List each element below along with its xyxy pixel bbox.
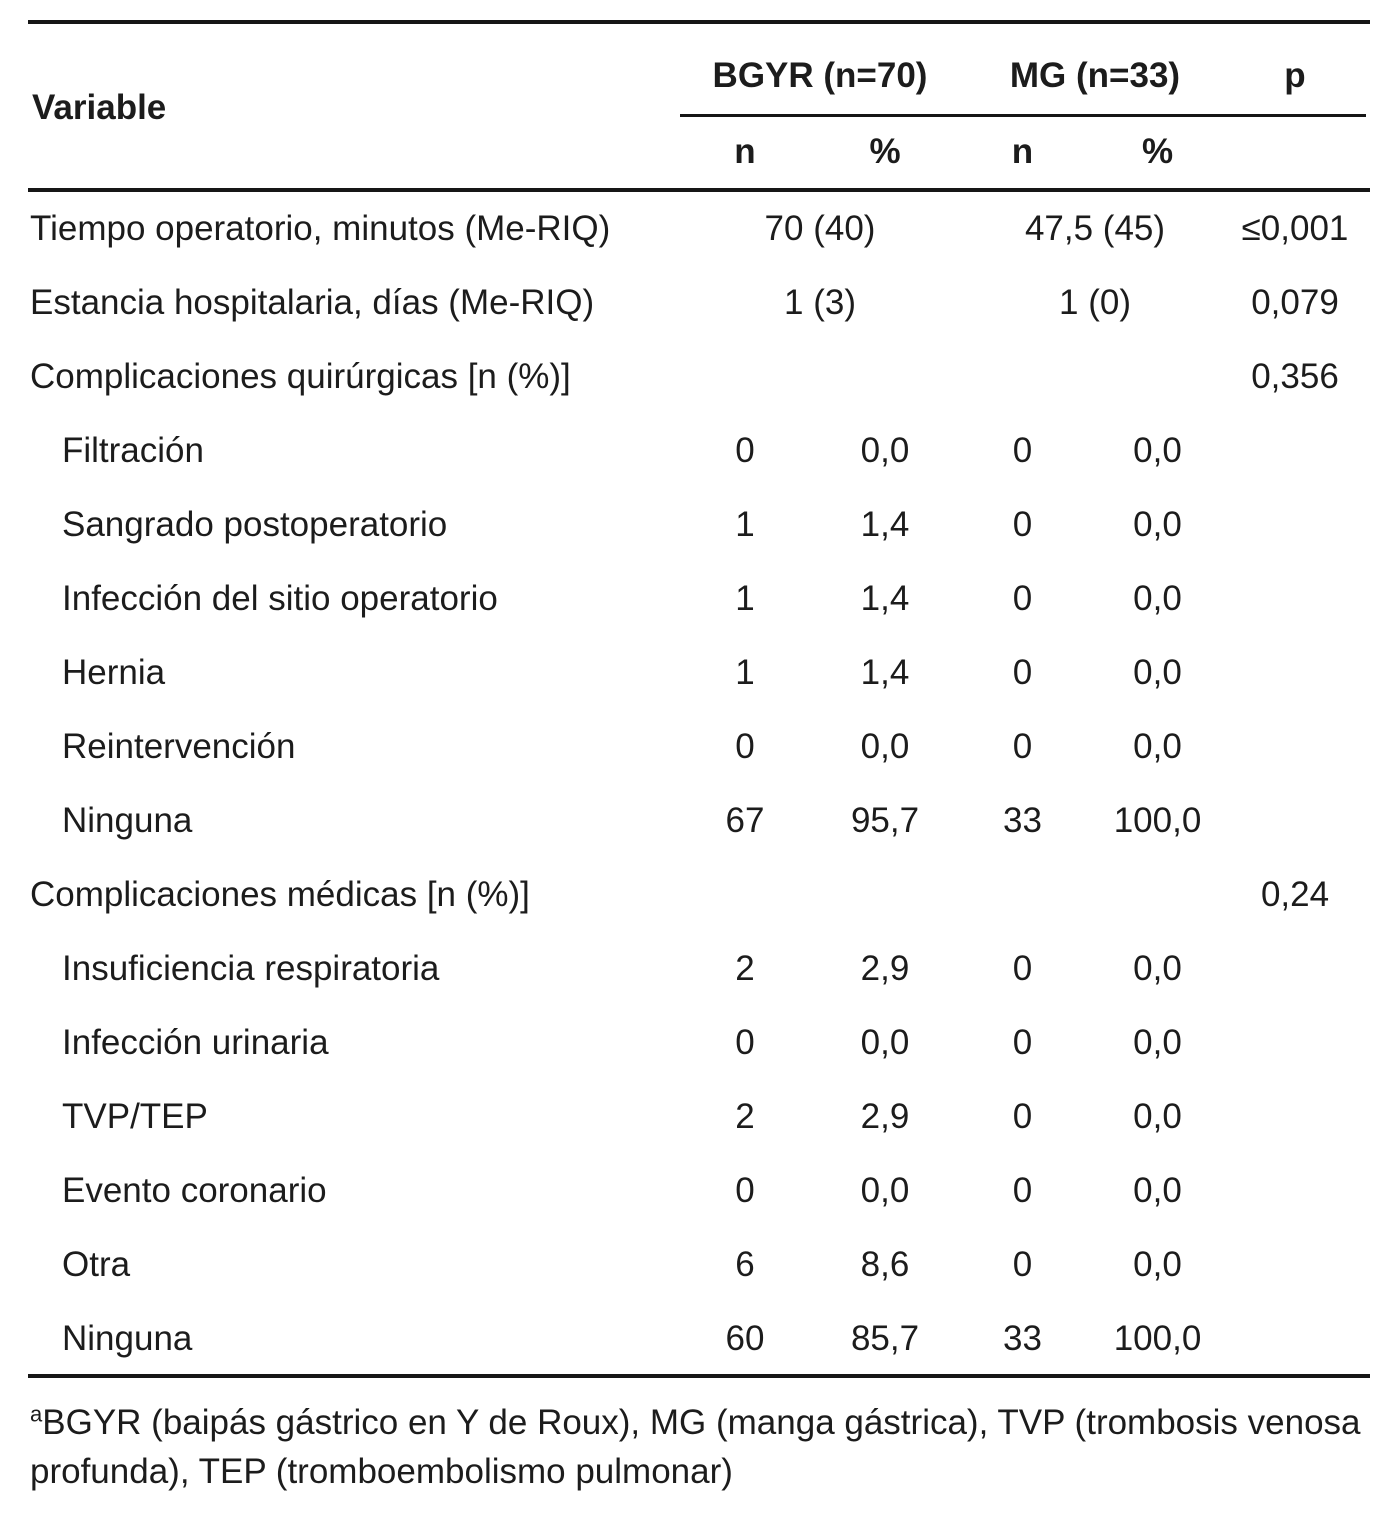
cell-mg-pct: 0,0 xyxy=(1133,1171,1182,1210)
cell-mg-n: 0 xyxy=(1012,1245,1033,1284)
table-body xyxy=(30,192,1370,1376)
table-row xyxy=(30,710,1370,784)
row-label: Otra xyxy=(62,1245,131,1284)
row-label: Complicaciones médicas [n (%)] xyxy=(30,875,530,914)
cell-bgyr-n: 6 xyxy=(735,1245,755,1284)
cell-bgyr-pct: 2,9 xyxy=(860,1097,910,1136)
cell-mg-pct: 0,0 xyxy=(1133,727,1182,766)
row-label: Insuficiencia respiratoria xyxy=(62,949,440,988)
table-footnote xyxy=(30,1398,1378,1496)
cell-mg-n: 0 xyxy=(1012,727,1033,766)
cell-bgyr-n: 2 xyxy=(735,1097,755,1136)
cell-mg-n: 33 xyxy=(1003,801,1042,840)
row-label: Sangrado postoperatorio xyxy=(62,505,448,544)
cell-bgyr-pct: 95,7 xyxy=(850,801,920,840)
cell-bgyr-n: 60 xyxy=(725,1319,765,1358)
cell-bgyr-n: 2 xyxy=(735,949,755,988)
table-row xyxy=(30,636,1370,710)
cell-mg-n: 0 xyxy=(1012,949,1033,988)
cell-mg-pct: 0,0 xyxy=(1133,505,1182,544)
cell-bgyr-n: 0 xyxy=(735,1023,755,1062)
row-label: Estancia hospitalaria, días (Me-RIQ) xyxy=(30,283,595,322)
table-row xyxy=(30,1080,1370,1154)
row-label: Ninguna xyxy=(62,801,193,840)
cell-bgyr-n: 0 xyxy=(735,1171,755,1210)
subheader-mg-pct: % xyxy=(1141,132,1174,171)
table-row xyxy=(30,266,1370,340)
table-row xyxy=(30,192,1370,266)
cell-bgyr-pct: 8,6 xyxy=(860,1245,910,1284)
row-label: Hernia xyxy=(62,653,166,692)
cell-mg-n: 0 xyxy=(1012,431,1033,470)
cell-bgyr-n: 0 xyxy=(735,431,755,470)
cell-mg-n: 0 xyxy=(1012,1097,1033,1136)
row-label: Filtración xyxy=(62,431,204,470)
table-row xyxy=(30,414,1370,488)
cell-p-value: 0,356 xyxy=(1251,357,1339,396)
cell-bgyr-value: 1 (3) xyxy=(784,283,856,322)
cell-mg-pct: 100,0 xyxy=(1113,1319,1202,1358)
table-row xyxy=(30,340,1370,414)
table-row xyxy=(30,858,1370,932)
cell-bgyr-value: 70 (40) xyxy=(764,209,876,248)
cell-p-value: 0,24 xyxy=(1260,875,1330,914)
subheader-bgyr-n: n xyxy=(734,132,756,171)
cell-bgyr-n: 67 xyxy=(725,801,765,840)
table-row xyxy=(30,932,1370,1006)
cell-mg-pct: 0,0 xyxy=(1133,1245,1182,1284)
cell-p-value: ≤0,001 xyxy=(1241,209,1349,248)
row-label: TVP/TEP xyxy=(62,1097,208,1136)
cell-bgyr-pct: 0,0 xyxy=(860,1023,910,1062)
cell-bgyr-pct: 0,0 xyxy=(860,727,910,766)
column-group-header-mg: MG (n=33) xyxy=(1009,56,1181,95)
table-row xyxy=(30,1154,1370,1228)
cell-mg-pct: 0,0 xyxy=(1133,579,1182,618)
row-label: Evento coronario xyxy=(62,1171,327,1210)
cell-mg-pct: 0,0 xyxy=(1133,1023,1182,1062)
cell-mg-n: 0 xyxy=(1012,1171,1033,1210)
cell-mg-n: 0 xyxy=(1012,579,1033,618)
cell-mg-pct: 0,0 xyxy=(1133,431,1182,470)
subheader-bgyr-pct: % xyxy=(869,132,901,171)
cell-bgyr-pct: 0,0 xyxy=(860,1171,910,1210)
column-header-p: p xyxy=(1284,56,1306,95)
column-header-variable: Variable xyxy=(32,88,167,127)
cell-mg-pct: 0,0 xyxy=(1133,653,1182,692)
cell-bgyr-pct: 0,0 xyxy=(860,431,910,470)
cell-mg-n: 0 xyxy=(1012,505,1033,544)
subheader-rule xyxy=(680,114,1366,117)
cell-bgyr-pct: 1,4 xyxy=(860,505,910,544)
table-top-rule xyxy=(28,20,1370,24)
table-row xyxy=(30,1228,1370,1302)
row-label: Reintervención xyxy=(62,727,296,766)
row-label: Infección del sitio operatorio xyxy=(62,579,498,618)
footnote-superscript: a xyxy=(30,1401,43,1427)
table-row xyxy=(30,784,1370,858)
cell-p-value: 0,079 xyxy=(1251,283,1339,322)
table-bottom-rule xyxy=(28,1374,1370,1378)
cell-bgyr-n: 1 xyxy=(735,653,755,692)
column-group-header-bgyr: BGYR (n=70) xyxy=(712,56,928,95)
cell-bgyr-n: 1 xyxy=(735,505,755,544)
cell-mg-value: 1 (0) xyxy=(1059,283,1131,322)
table-row xyxy=(30,562,1370,636)
cell-mg-value: 47,5 (45) xyxy=(1024,209,1166,248)
subheader-mg-n: n xyxy=(1011,132,1034,171)
row-label: Ninguna xyxy=(62,1319,193,1358)
table-row xyxy=(30,1302,1370,1376)
cell-mg-n: 0 xyxy=(1012,653,1033,692)
cell-mg-pct: 0,0 xyxy=(1133,1097,1182,1136)
cell-bgyr-pct: 1,4 xyxy=(860,579,910,618)
cell-bgyr-pct: 1,4 xyxy=(860,653,910,692)
table-row xyxy=(30,1006,1370,1080)
cell-mg-n: 33 xyxy=(1003,1319,1042,1358)
footnote-text: BGYR (baipás gástrico en Y de Roux), MG (manga gástrica), TVP (trombosis venosa profunda), TEP (tromboembolismo pulmonar) xyxy=(30,1403,1361,1491)
row-label: Infección urinaria xyxy=(62,1023,329,1062)
cell-bgyr-pct: 85,7 xyxy=(850,1319,920,1358)
row-label: Complicaciones quirúrgicas [n (%)] xyxy=(30,357,571,396)
cell-mg-pct: 100,0 xyxy=(1113,801,1202,840)
table-row xyxy=(30,488,1370,562)
cell-mg-n: 0 xyxy=(1012,1023,1033,1062)
cell-mg-pct: 0,0 xyxy=(1133,949,1182,988)
cell-bgyr-pct: 2,9 xyxy=(860,949,910,988)
row-label: Tiempo operatorio, minutos (Me-RIQ) xyxy=(30,209,611,248)
cell-bgyr-n: 0 xyxy=(735,727,755,766)
cell-bgyr-n: 1 xyxy=(735,579,755,618)
